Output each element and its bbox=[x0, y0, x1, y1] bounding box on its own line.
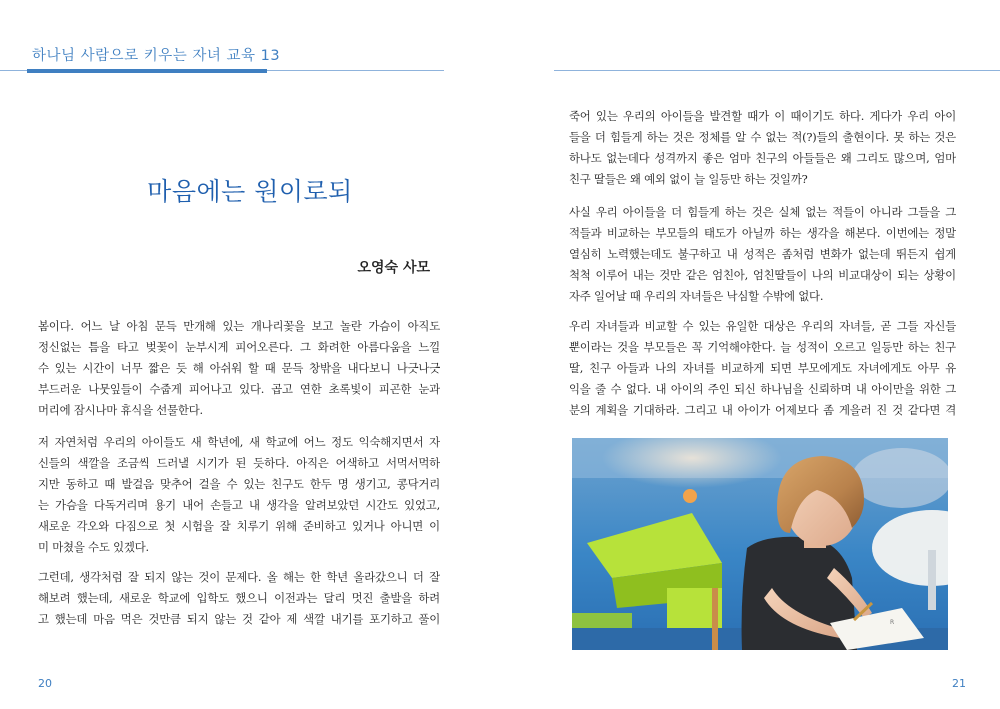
text-line: 척척 이루어 내는 것만 같은 엄친아, 엄친딸들이 나의 비교대상이 되는 상황이 bbox=[569, 268, 956, 283]
running-header: 하나님 사람으로 키우는 자녀 교육 13 bbox=[32, 48, 281, 64]
text-line: 부드러운 나뭇잎들이 수줍게 피어나고 있다. 곱고 연한 초록빛이 피곤한 눈과 bbox=[38, 382, 440, 397]
text-line: 하나도 없는데다 성격까지 좋은 엄마 친구의 아들들은 왜 그리도 많으며, 엄마 bbox=[569, 151, 956, 166]
paragraph bbox=[38, 567, 440, 630]
header-accent-bar bbox=[27, 69, 267, 73]
text-line: 사실 우리 아이들을 더 힘들게 하는 것은 실체 없는 적들이 아니라 그들을 그 bbox=[569, 205, 956, 219]
text-line: 열심히 노력했는데도 불구하고 내 성적은 좀처럼 변화가 없는데 뛰든지 쉽게 bbox=[569, 247, 956, 262]
girl-writing-image bbox=[572, 438, 948, 650]
text-line: 딸, 친구 아들과 나의 자녀를 비교하게 되면 부모에게도 자녀에게도 아무 유 bbox=[569, 361, 956, 376]
right-page bbox=[500, 0, 1000, 709]
header-rule bbox=[554, 70, 1000, 71]
paragraph bbox=[569, 316, 956, 421]
text-line: 해보려 했는데, 새로운 학교에 입학도 했으니 이전과는 달리 멋진 출발을 하려 bbox=[38, 591, 440, 606]
text-line: 친구 딸들은 왜 예외 없이 늘 일등만 하는 것일까? bbox=[569, 172, 808, 187]
text-line: 수 있는 시간이 너무 짧은 듯 해 아쉬워 할 때 문득 창밖을 내다보니 나긋나긋 bbox=[38, 361, 440, 376]
text-line: 고 했는데 마음 먹은 것만큼 되지 않는 것 같아 제 색깔 내기를 포기하고 풀이 bbox=[38, 612, 440, 627]
text-line: 들을 더 힘들게 하는 것은 정체를 알 수 없는 적(?)들의 출현이다. 못 하는 것은 bbox=[569, 130, 956, 145]
text-line: 는 가슴을 다독거리며 용기 내어 손들고 내 생각을 알려보았던 시간도 있었고, bbox=[38, 498, 440, 513]
paragraph bbox=[569, 106, 956, 190]
text-line: 뿐이라는 것을 부모들은 꼭 기억해야한다. 늘 성적이 오르고 일등만 하는 친구 bbox=[569, 340, 956, 355]
text-line: 익을 줄 수 없다. 내 아이의 주인 되신 하나님을 신뢰하며 내 아이만을 위한 그 bbox=[569, 382, 956, 397]
paragraph bbox=[38, 432, 440, 559]
text-line: 자주 일어날 때 우리의 자녀들은 낙심할 수밖에 없다. bbox=[569, 289, 824, 304]
text-line: 죽어 있는 우리의 아이들을 발견할 때가 이 때이기도 하다. 게다가 우리 아이 bbox=[569, 109, 956, 123]
paragraph bbox=[38, 316, 440, 421]
page-number: 21 bbox=[952, 677, 966, 690]
paper-mark: R bbox=[890, 619, 895, 626]
paragraph bbox=[569, 202, 956, 307]
article-author: 오영숙 사모 bbox=[357, 260, 430, 276]
text-line: 저 자연처럼 우리의 아이들도 새 학년에, 새 학교에 어느 정도 익숙해지면서 자 bbox=[38, 435, 440, 449]
text-line: 미 마쳤을 수도 있겠다. bbox=[38, 540, 149, 555]
text-line: 그런데, 생각처럼 잘 되지 않는 것이 문제다. 올 해는 한 학년 올라갔으니 더 잘 bbox=[38, 570, 440, 584]
text-line: 우리 자녀들과 비교할 수 있는 유일한 대상은 우리의 자녀들, 곧 그들 자신들 bbox=[569, 319, 956, 333]
text-line: 정신없는 틈을 타고 벚꽃이 눈부시게 피어오른다. 그 화려한 아름다움을 느낄 bbox=[38, 340, 440, 355]
page-number: 20 bbox=[38, 677, 52, 690]
text-line: 지만 동하고 때 발걸음 맞추어 걸을 수 있는 친구도 한두 명 생기고, 콩닥거리 bbox=[38, 477, 440, 492]
text-line: 적들과 비교하는 부모들의 태도가 아닐까 하는 생각을 해본다. 이번에는 정말 bbox=[569, 226, 956, 241]
text-line: 머리에 잠시나마 휴식을 선물한다. bbox=[38, 403, 203, 418]
text-line: 신들의 색깔을 조금씩 드러낼 시기가 된 듯하다. 아직은 어색하고 서먹서먹하 bbox=[38, 456, 440, 471]
article-title: 마음에는 원이로되 bbox=[147, 177, 353, 206]
text-line: 새로운 각오와 다짐으로 첫 시험을 잘 치루기 위해 준비하고 있거나 아니면 이 bbox=[38, 519, 440, 534]
text-line: 봄이다. 어느 날 아침 문득 만개해 있는 개나리꽃을 보고 놀란 가슴이 아직도 bbox=[38, 319, 440, 333]
text-line: 분의 계획을 기대하라. 그리고 내 아이가 어제보다 좀 게을러 진 것 같다면 격 bbox=[569, 403, 956, 418]
classroom-photo bbox=[572, 438, 948, 650]
